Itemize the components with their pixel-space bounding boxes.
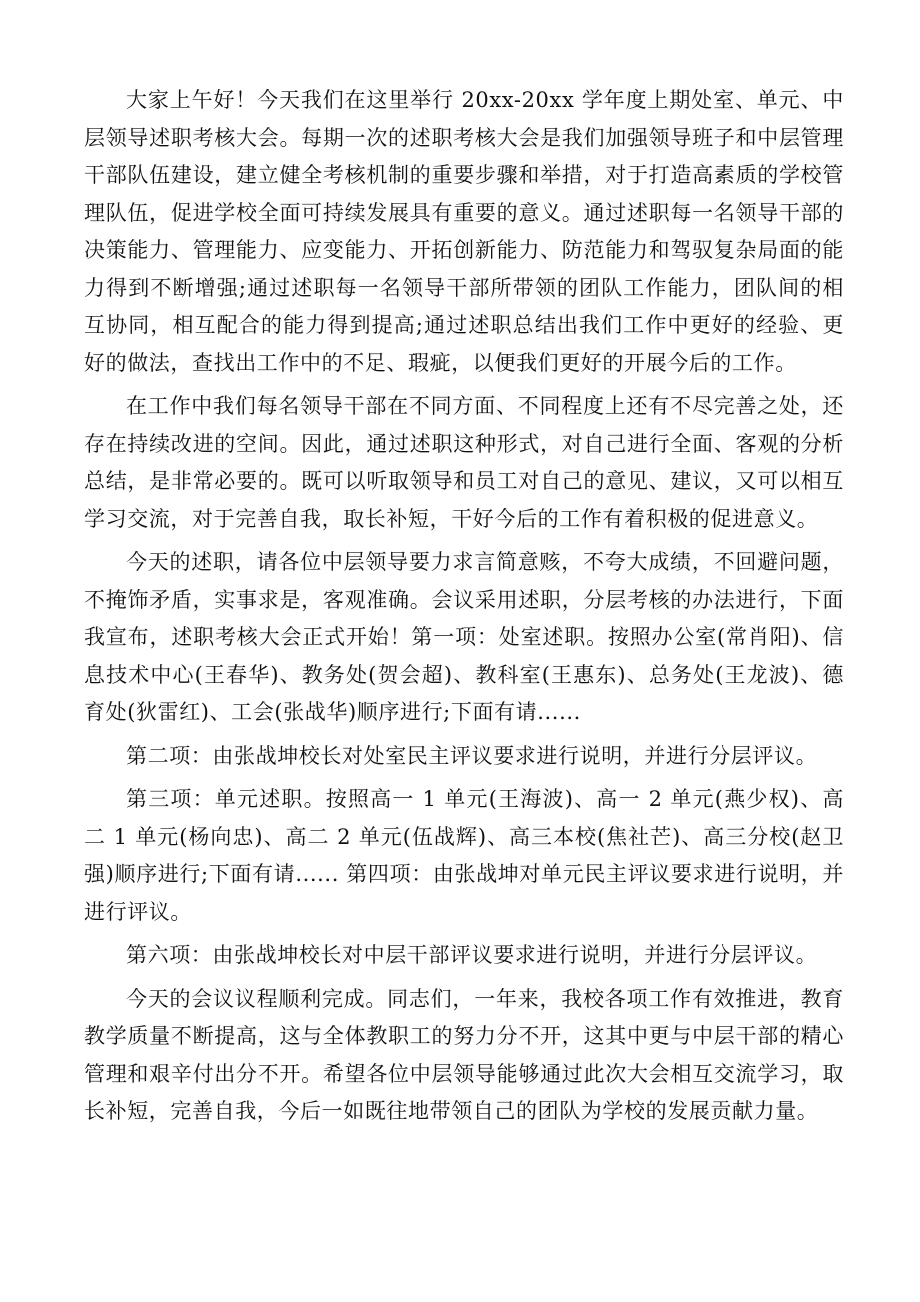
paragraph-opening: 大家上午好！今天我们在这里举行 20xx-20xx 学年度上期处室、单元、中层领导述职考核大会。每期一次的述职考核大会是我们加强领导班子和中层管理干部队伍建设，建立健全考核机制的重要步骤和举措，对于打造高素质的学校管理队伍，促进学校全面可持续发展具有重要的意义。通过述职每一名领导干部的决策能力、管理能力、应变能力、开拓创新能力、防范能力和驾驭复杂局面的能力得到不断增强;通过述职每一名领导干部所带领的团队工作能力，团队间的相互协同，相互配合的能力得到提高;通过述职总结出我们工作中更好的经验、更好的做法，查找出工作中的不足、瑕疵，以便我们更好的开展今后的工作。 xyxy=(84,88,844,375)
paragraph-item-six: 第六项：由张战坤校长对中层干部评议要求进行说明，并进行分层评议。 xyxy=(126,943,818,967)
paragraph-closing: 今天的会议议程顺利完成。同志们，一年来，我校各项工作有效推进，教育教学质量不断提高，这与全体教职工的努力分不开，这其中更与中层干部的精心管理和艰辛付出分不开。希望各位中层领导能够通过此次大会相互交流学习，取长补短，完善自我，今后一如既往地带领自己的团队为学校的发展贡献力量。 xyxy=(84,986,844,1123)
paragraph-item-two: 第二项：由张战坤校长对处室民主评议要求进行说明，并进行分层评议。 xyxy=(126,743,818,768)
paragraph-item-three-four: 第三项：单元述职。按照高一 1 单元(王海波)、高一 2 单元(燕少权)、高二 1 单元(杨向忠)、高二 2 单元(伍战辉)、高三本校(焦社芒)、高三分校(赵卫强)顺序进行;下面有请...... 第四项：由张战坤对单元民主评议要求进行说明，并进行评议。 xyxy=(84,787,844,924)
paragraph-meeting-start: 今天的述职，请各位中层领导要力求言简意赅，不夸大成绩，不回避问题，不掩饰矛盾，实事求是，客观准确。会议采用述职，分层考核的办法进行，下面我宣布，述职考核大会正式开始！第一项：处室述职。按照办公室(常肖阳)、信息技术中心(王春华)、教务处(贺会超)、教科室(王惠东)、总务处(王龙波)、德育处(狄雷红)、工会(张战华)顺序进行;下面有请...... xyxy=(84,550,844,724)
paragraph-improvement: 在工作中我们每名领导干部在不同方面、不同程度上还有不尽完善之处，还存在持续改进的空间。因此，通过述职这种形式，对自己进行全面、客观的分析总结，是非常必要的。既可以听取领导和员工对自己的意见、建议，又可以相互学习交流，对于完善自我，取长补短，干好今后的工作有着积极的促进意义。 xyxy=(84,394,844,531)
document-body xyxy=(84,82,844,1137)
